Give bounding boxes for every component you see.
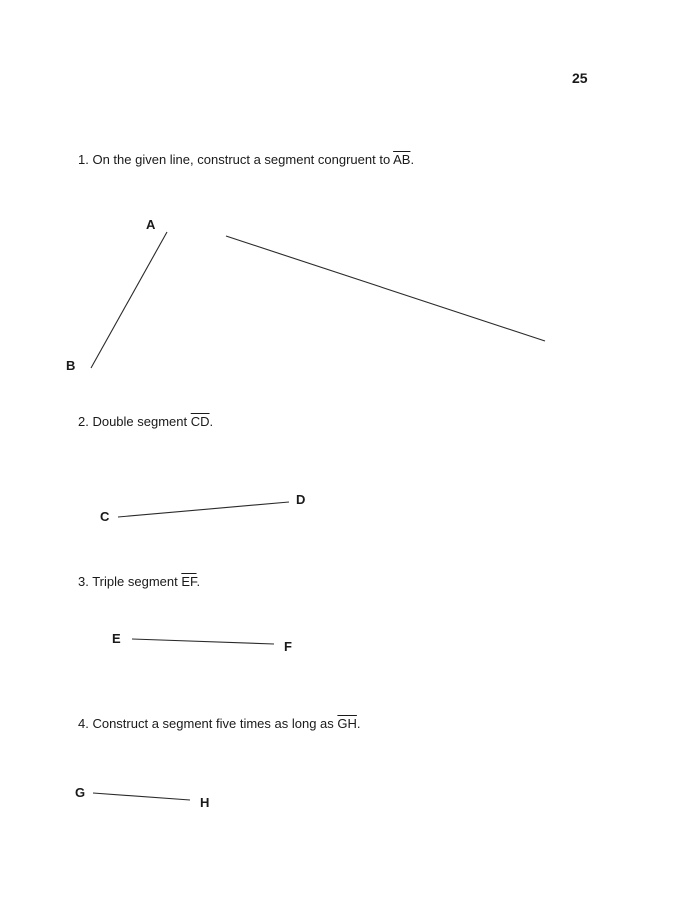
problem-4-suffix: . — [356, 716, 361, 731]
problem-2-suffix: . — [209, 414, 214, 429]
point-label-c: C — [100, 509, 110, 524]
segment-cd — [118, 502, 289, 517]
page-number: 25 — [572, 70, 588, 86]
point-label-d: D — [296, 492, 306, 507]
point-label-f: F — [284, 639, 292, 654]
segment-ef — [132, 639, 274, 644]
problem-2-text — [78, 414, 213, 429]
problem-4-text — [78, 716, 361, 731]
problem-1-suffix: . — [410, 152, 415, 167]
problem-4-segment: $\overline{GH}$ — [337, 716, 357, 731]
point-label-g: G — [75, 785, 86, 800]
problem-3-segment: $\overline{EF}$ — [181, 574, 197, 589]
problem-3-prefix: 3. Triple segment — [78, 574, 182, 589]
problem-1-prefix: 1. On the given line, construct a segment congruent to — [78, 152, 394, 167]
point-label-e: E — [112, 631, 121, 646]
problem-2-prefix: 2. Double segment — [78, 414, 191, 429]
problem-1-text — [78, 152, 414, 167]
segment-gh — [93, 793, 190, 800]
problem-2-segment: $\overline{CD}$ — [190, 414, 210, 429]
point-label-b: B — [66, 358, 76, 373]
point-label-h: H — [200, 795, 210, 810]
given-line — [226, 236, 545, 341]
segment-ab — [91, 232, 167, 368]
problem-3-text — [78, 574, 200, 589]
problem-1-segment: $\overline{AB}$ — [393, 152, 411, 167]
problem-3-suffix: . — [196, 574, 201, 589]
problem-4-prefix: 4. Construct a segment five times as long as — [78, 716, 338, 731]
point-label-a: A — [146, 217, 156, 232]
